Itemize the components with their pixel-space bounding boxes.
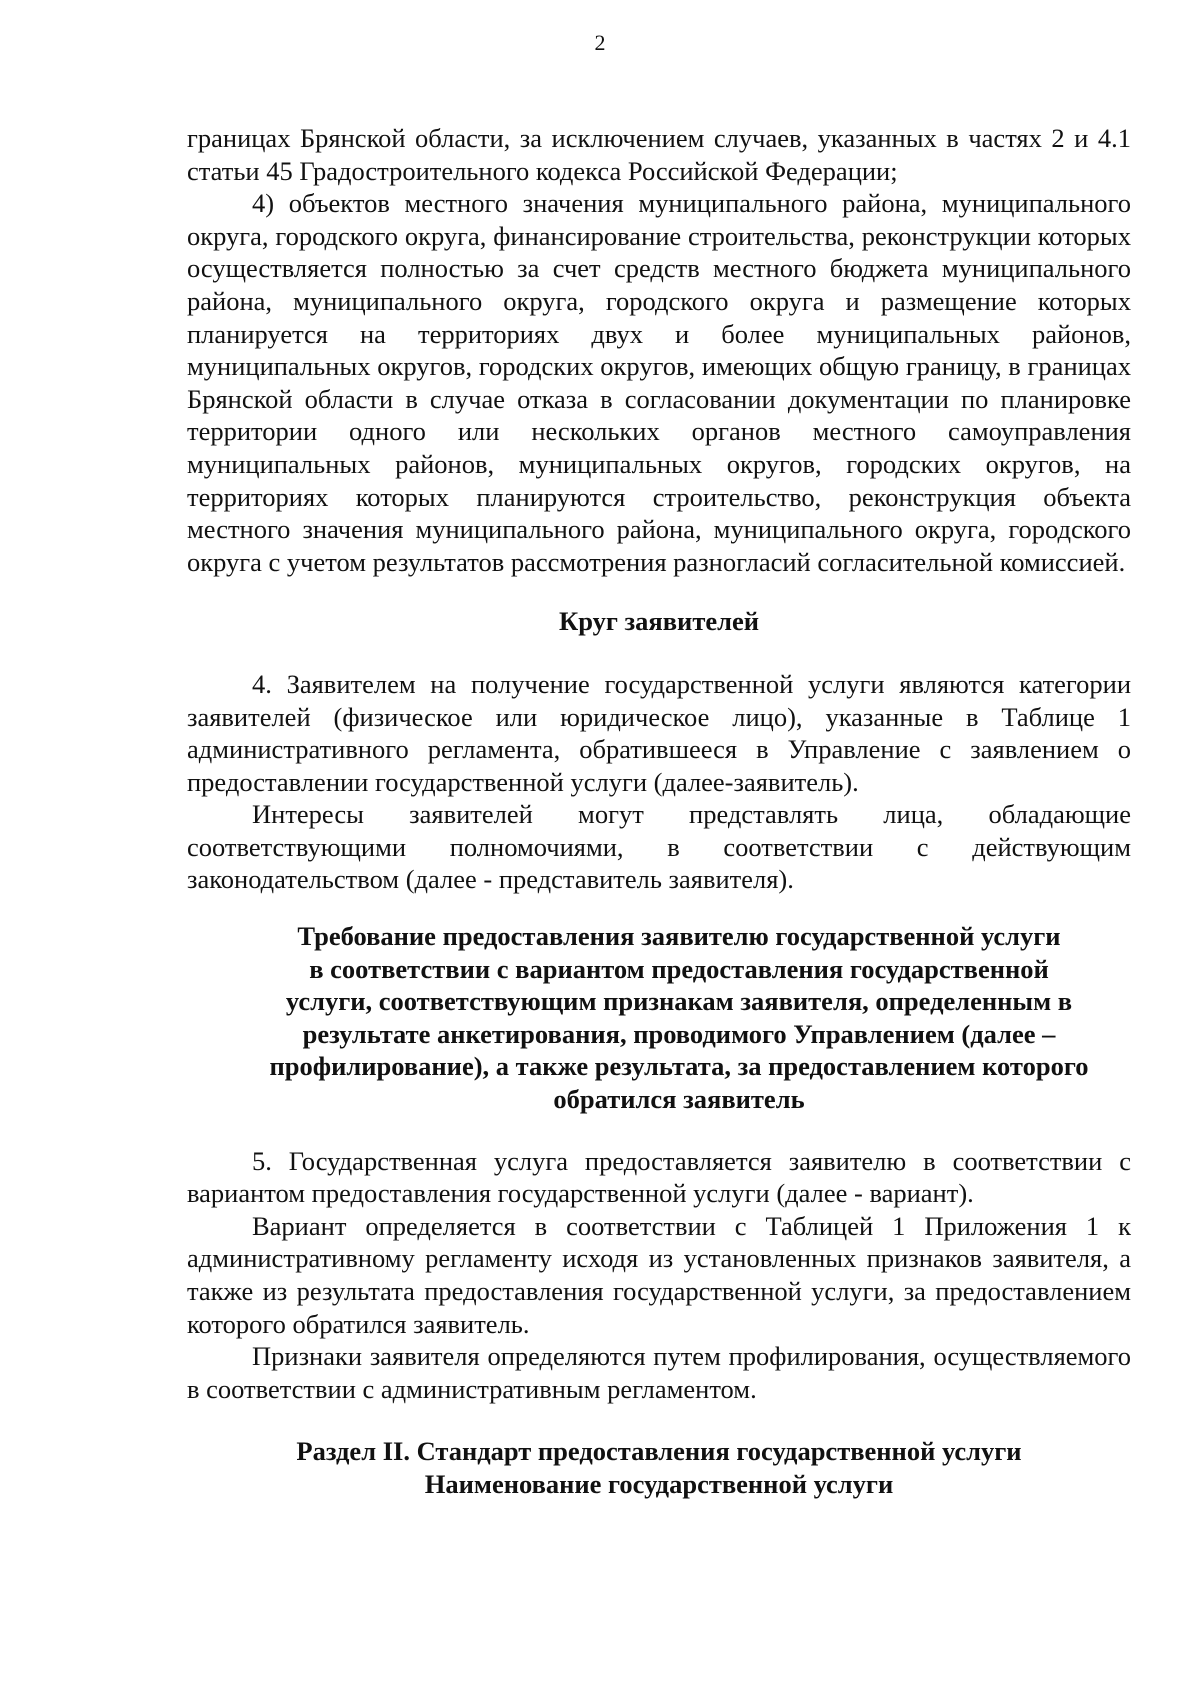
paragraph-applicant-signs: Признаки заявителя определяются путем профилирования, осуществляемого в соответствии с административным регламентом. (187, 1341, 1131, 1404)
heading-applicants-circle-text: Круг заявителей (558, 606, 759, 637)
paragraph-item-5-variant: 5. Государственная услуга предоставляется заявителю в соответствии с вариантом предоставления государственной услуги (далее - вариант). (187, 1145, 1131, 1209)
heading-line: услуги, соответствующим признакам заявителя, определенным в (285, 986, 1073, 1017)
paragraph-representatives: Интересы заявителей могут представлять лица, обладающие соответствующими полномочиями, в соответствии с действующим законодательством (далее - представитель заявителя). (187, 799, 1131, 895)
heading-service-name: Наименование государственной услуги (424, 1468, 894, 1499)
heading-line: профилирование), а также результата, за предоставлением которого (269, 1051, 1089, 1082)
document-body (187, 122, 1131, 1501)
heading-line: обратился заявитель (553, 1084, 805, 1115)
paragraph-item-4-objects: 4) объектов местного значения муниципального района, муниципального округа, городского округа, финансирование строительства, реконструкции которых осуществляется полностью за счет средств местного бюджета муниципального района, муниципального округа, городского округа и размещение которых планируется на территориях двух и более муниципальных районов, муниципальных округов, городских округов, имеющих общую границу, в границах Брянской области в случае отказа в согласовании документации по планировке территории одного или нескольких органов местного самоуправления муниципальных районов, муниципальных округов, городских округов, на территориях которых планируются строительство, реконструкция объекта местного значения муниципального района, муниципального округа, городского округа с учетом результатов рассмотрения разногласий согласительной комиссией. (187, 188, 1131, 577)
paragraph-item-4-applicants: 4. Заявителем на получение государственной услуги являются категории заявителей (физическое или юридическое лицо), указанные в Таблице 1 административного регламента, обратившееся в Управление с заявлением о предоставлении государственной услуги (далее-заявитель). (187, 668, 1131, 797)
paragraph-variant-determination: Вариант определяется в соответствии с Таблицей 1 Приложения 1 к административному регламенту исходя из установленных признаков заявителя, а также из результата предоставления государственной услуги, за предоставлением которого обратился заявитель. (187, 1210, 1131, 1339)
heading-line: результате анкетирования, проводимого Управлением (далее – (302, 1018, 1056, 1049)
heading-line: Требование предоставления заявителю государственной услуги (297, 921, 1061, 952)
heading-section-2 (187, 1435, 1131, 1500)
heading-line: в соответствии с вариантом предоставления государственной (309, 953, 1049, 984)
paragraph-borders-continuation: границах Брянской области, за исключением случаев, указанных в частях 2 и 4.1 статьи 45 Градостроительного кодекса Российской Федерации; (187, 123, 1131, 186)
heading-applicants-circle (187, 605, 1131, 638)
heading-service-variant-requirement (187, 920, 1131, 1116)
heading-section-2-title: Раздел II. Стандарт предоставления государственной услуги (296, 1436, 1022, 1467)
page-number: 2 (594, 30, 606, 55)
